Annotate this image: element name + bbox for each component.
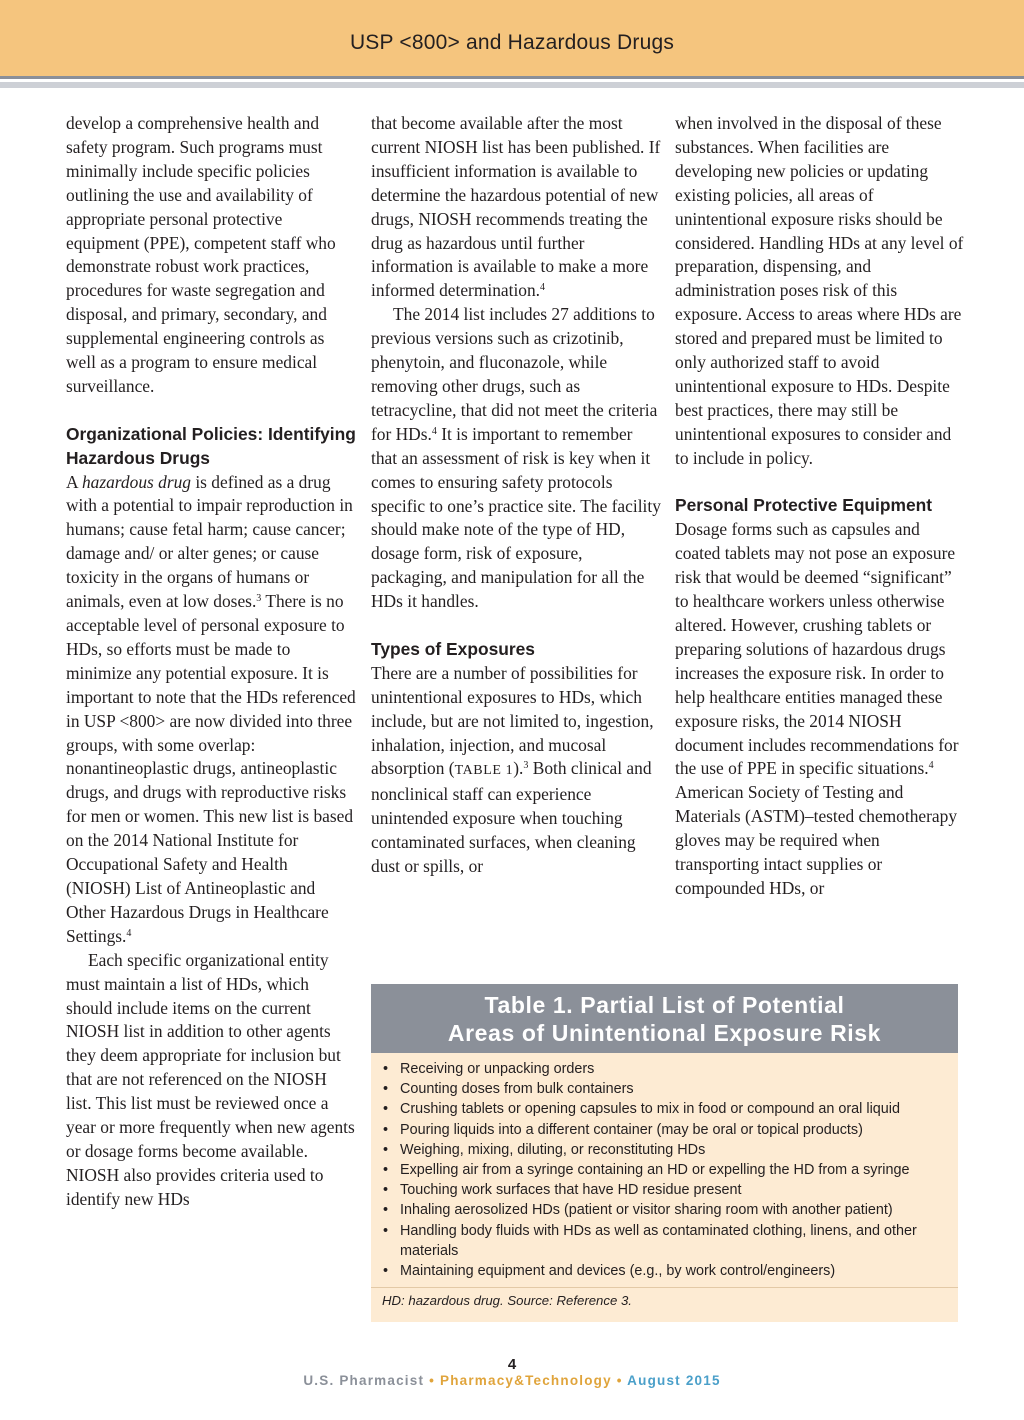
paragraph: Dosage forms such as capsules and coated tablets may not pose an exposure risk that would be deemed “significant” to healthcare workers unless otherwise altered. However, crushing tablets or preparing solutions of hazardous drugs increases the exposure risk. In order to help healthcare entities managed these exposure risks, the 2014 NIOSH document includes recommendations for the use of PPE in specific situations.$^4$ American Society of Testing and Materials (ASTM)–tested chemotherapy gloves may be required when transporting intact supplies or compounded HDs, or [675,519,959,898]
footer-publication: U.S. Pharmacist [303,1373,425,1388]
list-item: • Crushing tablets or opening capsules to mix in food or compound an oral liquid [383,1099,950,1119]
paragraph: A hazardous drug is defined as a drug with a potential to impair reproduction in humans; cause fetal harm; cause cancer; damage and/ or alter genes; or cause toxicity in the organs of humans or animals, even at low doses.$^3$ There is no acceptable level of personal exposure to HDs, so efforts must be made to minimize any potential exposure. It is important to note that the HDs referenced in USP <800> are now divided into three groups, with some overlap: nonantineoplastic drugs, antineoplastic drugs, and drugs with reproductive risks for men or women. This new list is based on the 2014 National Institute for Occupational Safety and Health (NIOSH) List of Antineoplastic and Other Hazardous Drugs in Healthcare Settings.$^4$ [66,471,356,946]
list-item: • Counting doses from bulk containers [383,1079,950,1099]
section-heading: Personal Protective Equipment [675,495,933,516]
bullet: • [383,1222,389,1239]
list-item: • Expelling air from a syringe containing an HD or expelling the HD from a syringe [383,1160,950,1180]
list-item: • Pouring liquids into a different container (may be oral or topical products) [383,1120,950,1140]
footer-separator: • [429,1373,436,1388]
list-item: • Inhaling aerosolized HDs (patient or visitor sharing room with another patient) [383,1200,950,1220]
table-footnote: HD: hazardous drug. Source: Reference 3. [371,1287,958,1310]
reference-marker: 4 [126,927,132,939]
header-divider [0,82,1024,88]
bullet: • [383,1182,389,1199]
section-heading: Types of Exposures [371,638,535,659]
footer-date: August 2015 [627,1373,721,1388]
article-column-2 [371,112,661,879]
bullet: • [383,1061,389,1077]
bullet: • [383,1121,389,1138]
footer-separator: • [616,1373,623,1388]
reference-marker: 4 [928,760,934,772]
list-item: • Touching work surfaces that have HD residue present [383,1180,950,1200]
paragraph: that become available after the most current NIOSH list has been published. If insufficient information is available to determine the hazardous potential of new drugs, NIOSH recommends treating the drug as hazardous until further information is available to make a more informed determination.$^4$ [371,113,661,301]
bullet: • [383,1081,389,1098]
bullet: • [383,1263,389,1280]
bullet: • [383,1141,389,1158]
term-emphasis: hazardous drug [81,471,191,492]
section-heading: Organizational Policies: Identifying Hazardous Drugs [66,423,356,468]
list-item: • Weighing, mixing, diluting, or reconstituting HDs [383,1140,950,1160]
exposure-risk-table [371,984,958,1322]
bullet: • [383,1101,389,1118]
bullet: • [383,1202,389,1219]
table-reference: TABLE 1 [454,763,514,779]
article-column-3 [675,112,965,901]
reference-marker: 3 [523,760,529,772]
paragraph: develop a comprehensive health and safety program. Such programs must minimally include specific policies outlining the use and availability of appropriate personal protective equipment (PPE), competent staff who demonstrate robust work practices, procedures for waste segregation and disposal, and primary, secondary, and supplemental engineering controls as well as a program to ensure medical surveillance. [66,113,336,396]
paragraph: when involved in the disposal of these substances. When facilities are developing new policies or updating existing policies, all areas of unintentional exposure risks should be considered. Handling HDs at any level of preparation, dispensing, and administration poses risk of this exposure. Access to areas where HDs are stored and prepared must be limited to only authorized staff to avoid unintentional exposure to HDs. Despite best practices, there may still be unintentional exposures to consider and to include in policy. [675,113,964,468]
paragraph: There are a number of possibilities for unintentional exposures to HDs, which include, but are not limited to, ingestion, inhalation, injection, and mucosal absorption (TABLE 1).$^3$ Both clinical and nonclinical staff can experience unintended exposure when touching contaminated surfaces, when cleaning dust or spills, or [371,662,654,877]
reference-marker: 3 [256,593,262,605]
page-number: 4 [507,1356,517,1373]
footer-section: Pharmacy&Technology [439,1373,612,1388]
bullet: • [383,1162,389,1179]
list-item: • Receiving or unpacking orders [383,1059,950,1079]
list-item: • Handling body fluids with HDs as well as contaminated clothing, linens, and other materials [383,1222,917,1259]
table-title: Table 1. Partial List of Potential Areas of Unintentional Exposure Risk [371,984,958,1053]
paragraph: Each specific organizational entity must maintain a list of HDs, which should include items on the current NIOSH list in addition to other agents they deem appropriate for inclusion but that are not referenced on the NIOSH list. This list must be reviewed once a year or more frequently when new agents or dosage forms become available. NIOSH also provides criteria used to identify new HDs [66,949,355,1209]
reference-marker: 4 [431,425,437,437]
list-item: • Maintaining equipment and devices (e.g., by work control/engineers) [383,1261,950,1281]
article-column-1 [66,112,356,1212]
paragraph: The 2014 list includes 27 additions to previous versions such as crizotinib, phenytoin, and fluconazole, while removing other drugs, such as tetracycline, that did not meet the criteria for HDs.$^4$ It is important to remember that an assessment of risk is key when it comes to ensuring safety protocols specific to one’s practice site. The facility should make note of the type of HD, dosage form, risk of exposure, packaging, and manipulation for all the HDs it handles. [371,304,661,612]
reference-marker: 4 [540,282,546,294]
footer-credit [0,1373,1024,1388]
page-header [0,0,1024,79]
table-list [371,1053,958,1285]
header-title: USP <800> and Hazardous Drugs [349,31,675,54]
